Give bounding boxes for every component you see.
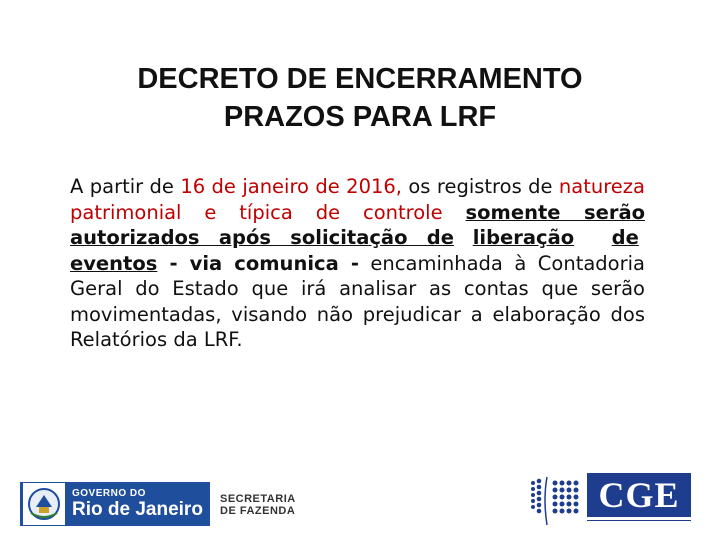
governo-do-label: GOVERNO DO (72, 487, 146, 499)
title-line-2: PRAZOS PARA LRF (223, 101, 497, 133)
nature-text: natureza patrimonial e típica de controle (70, 175, 645, 224)
body-text-start: A partir de (70, 175, 181, 198)
bold-de: de (611, 226, 639, 249)
deadline-date: 16 de janeiro de 2016, (180, 175, 402, 198)
slide-title (0, 60, 720, 136)
bold-condition-line: somente serão autorizados após solicitação de (70, 200, 646, 249)
fazenda-line: DE FAZENDA (220, 505, 296, 517)
bold-liberacao: liberação (472, 226, 575, 249)
bold-eventos: eventos (70, 251, 158, 275)
title-line-1: DECRETO DE ENCERRAMENTO (137, 63, 583, 95)
cge-logo (525, 473, 695, 529)
footer-logos (0, 465, 720, 540)
rio-de-janeiro-label: Rio de Janeiro (72, 498, 203, 520)
cge-caption-line (587, 520, 691, 525)
secretaria-fazenda-label (220, 493, 296, 517)
secretaria-line: SECRETARIA (220, 493, 296, 505)
body-text-end: encaminhada à Contadoria Geral do Estado que irá analisar as contas que serão movimentadas, visando não prejudicar a elaboração dos Relatórios da LRF. (70, 251, 645, 351)
cge-wordmark: CGE (587, 473, 691, 517)
bold-via-comunica: - via comunica - (157, 251, 359, 275)
body-text-registros: os registros de (401, 175, 559, 198)
body-paragraph (70, 174, 645, 353)
state-crest-icon (22, 482, 66, 526)
governo-rio-de-janeiro-logo (20, 479, 210, 529)
cge-dots-icon (525, 473, 587, 529)
